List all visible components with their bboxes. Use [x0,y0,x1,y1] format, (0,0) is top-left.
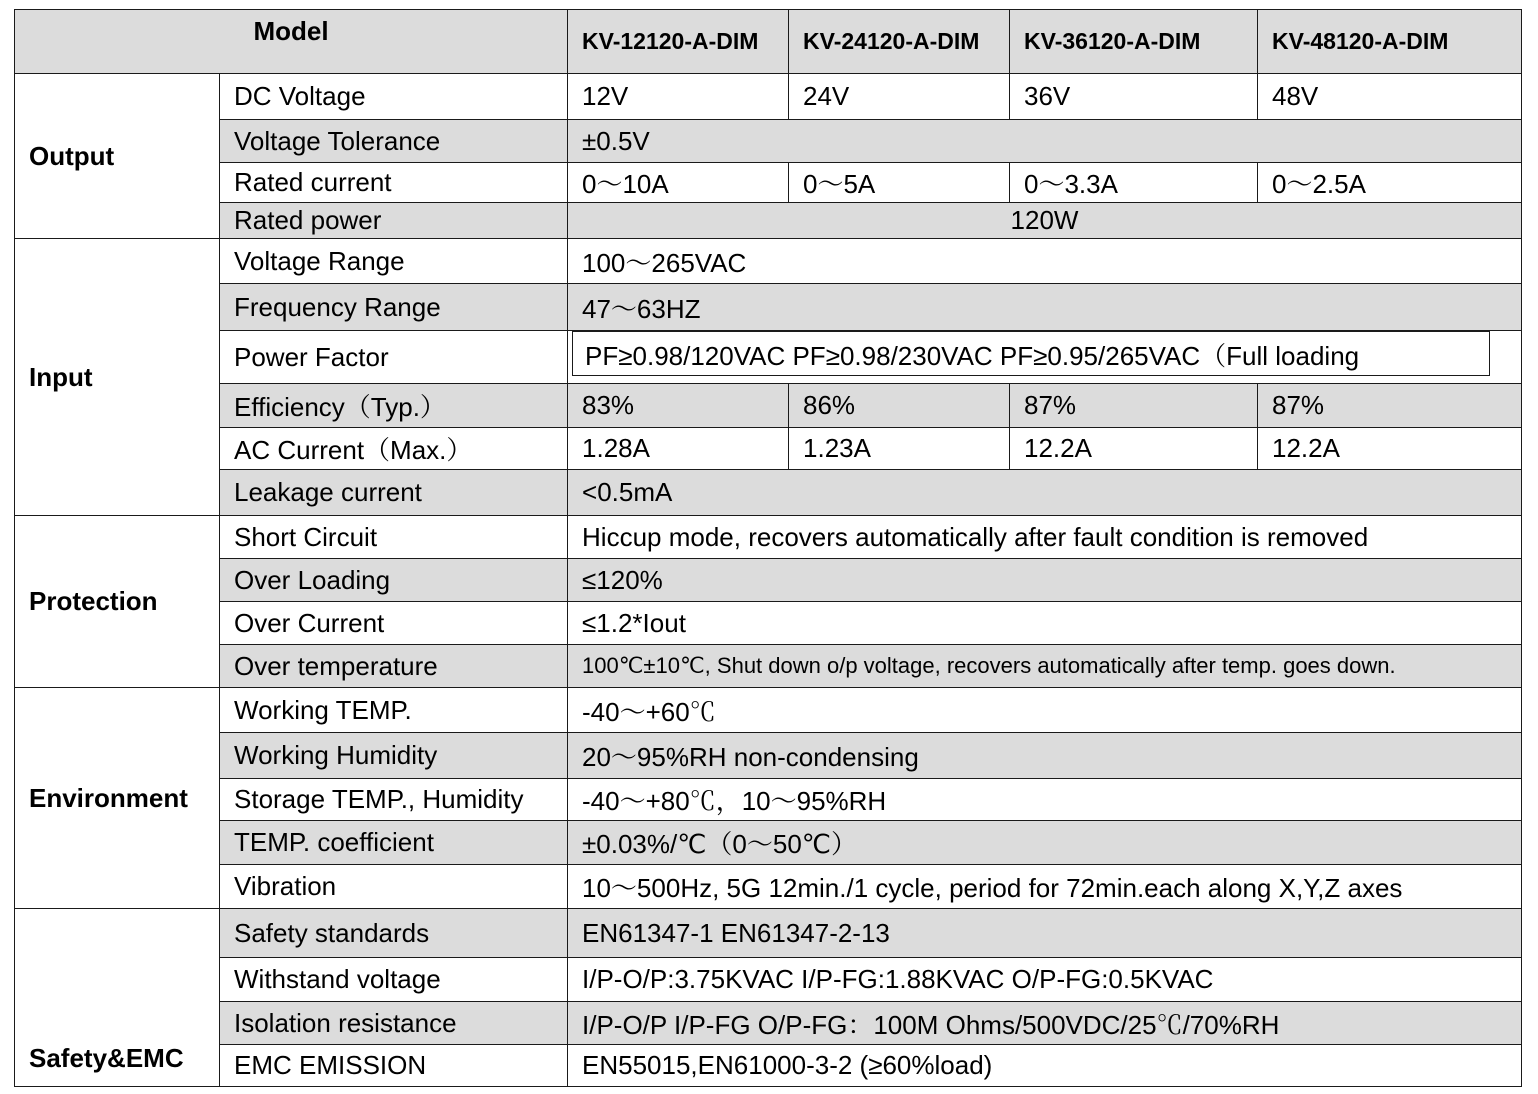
spec-row [15,284,1522,331]
param-value: I/P-O/P I/P-FG O/P-FG：100M Ohms/500VDC/25℃/70%RH [568,1002,1522,1045]
param-value: 100℃±10℃, Shut down o/p voltage, recovers automatically after temp. goes down. [568,645,1522,688]
param-value: <0.5mA [568,470,1522,516]
param-label: Isolation resistance [220,1002,568,1045]
group-environment: Environment [15,688,220,909]
param-value: 10～500Hz, 5G 12min./1 cycle, period for 72min.each along X,Y,Z axes [568,865,1522,909]
param-value: 87% [1010,384,1258,428]
param-label: Voltage Range [220,239,568,284]
spec-row [15,163,1522,203]
param-value: 20～95%RH non-condensing [568,733,1522,779]
spec-row [15,203,1522,239]
param-label: Over temperature [220,645,568,688]
param-value: -40～+60℃ [568,688,1522,733]
param-value: 12.2A [1010,428,1258,470]
param-label: Frequency Range [220,284,568,331]
param-value: 12.2A [1258,428,1522,470]
param-value: ≤1.2*Iout [568,602,1522,645]
param-label: DC Voltage [220,74,568,120]
spec-row [15,645,1522,688]
param-value: PF≥0.98/120VAC PF≥0.98/230VAC PF≥0.95/265VAC（Full loading [572,331,1490,376]
param-value: 0～5A [789,163,1010,203]
param-value: ±0.03%/℃（0～50℃） [568,821,1522,865]
spec-row [15,120,1522,163]
spec-table [14,9,1522,1087]
param-value: ≤120% [568,559,1522,602]
model-name: KV-36120-A-DIM [1010,10,1258,74]
param-value: 0～2.5A [1258,163,1522,203]
param-value: 86% [789,384,1010,428]
param-label: Leakage current [220,470,568,516]
param-value: -40～+80℃，10～95%RH [568,779,1522,821]
spec-row [15,384,1522,428]
param-value: 1.23A [789,428,1010,470]
param-label: Working Humidity [220,733,568,779]
group-output: Output [15,74,220,239]
param-label: Storage TEMP., Humidity [220,779,568,821]
spec-row [15,559,1522,602]
param-label: EMC EMISSION [220,1045,568,1087]
group-protection: Protection [15,516,220,688]
model-name: KV-24120-A-DIM [789,10,1010,74]
param-label: AC Current（Max.） [220,428,568,470]
param-label: Rated power [220,203,568,239]
spec-row [15,779,1522,821]
group-input: Input [15,239,220,516]
param-value: 1.28A [568,428,789,470]
spec-row [15,428,1522,470]
spec-row [15,688,1522,733]
param-value: 36V [1010,74,1258,120]
param-label: Over Current [220,602,568,645]
group-safety: Safety&EMC [15,909,220,1087]
param-value: 120W [568,203,1522,239]
param-value: Hiccup mode, recovers automatically after fault condition is removed [568,516,1522,559]
param-label: Over Loading [220,559,568,602]
model-name: KV-48120-A-DIM [1258,10,1522,74]
param-label: Working TEMP. [220,688,568,733]
spec-row [15,74,1522,120]
param-value: 0～3.3A [1010,163,1258,203]
spec-row [15,331,1522,384]
model-header: Model [15,10,568,74]
param-value: 83% [568,384,789,428]
param-value: EN55015,EN61000-3-2 (≥60%load) [568,1045,1522,1087]
power-factor-cell [568,331,1522,384]
param-label: Withstand voltage [220,958,568,1002]
param-value: 24V [789,74,1010,120]
spec-row [15,865,1522,909]
spec-row [15,602,1522,645]
spec-row [15,909,1522,958]
param-label: Rated current [220,163,568,203]
param-value: 100～265VAC [568,239,1522,284]
spec-row [15,958,1522,1002]
param-value: ±0.5V [568,120,1522,163]
param-label: Power Factor [220,331,568,384]
model-name: KV-12120-A-DIM [568,10,789,74]
param-value: 0～10A [568,163,789,203]
param-label: Short Circuit [220,516,568,559]
param-label: Efficiency（Typ.） [220,384,568,428]
param-value: 12V [568,74,789,120]
param-value: 87% [1258,384,1522,428]
spec-row [15,470,1522,516]
spec-row [15,821,1522,865]
param-value: I/P-O/P:3.75KVAC I/P-FG:1.88KVAC O/P-FG:0.5KVAC [568,958,1522,1002]
header-row [15,10,1522,74]
param-label: Safety standards [220,909,568,958]
param-label: Voltage Tolerance [220,120,568,163]
param-value: 47～63HZ [568,284,1522,331]
spec-row [15,239,1522,284]
spec-row [15,1002,1522,1045]
spec-row [15,733,1522,779]
spec-row [15,516,1522,559]
param-label: TEMP. coefficient [220,821,568,865]
param-value: 48V [1258,74,1522,120]
spec-row [15,1045,1522,1087]
param-label: Vibration [220,865,568,909]
param-value: EN61347-1 EN61347-2-13 [568,909,1522,958]
